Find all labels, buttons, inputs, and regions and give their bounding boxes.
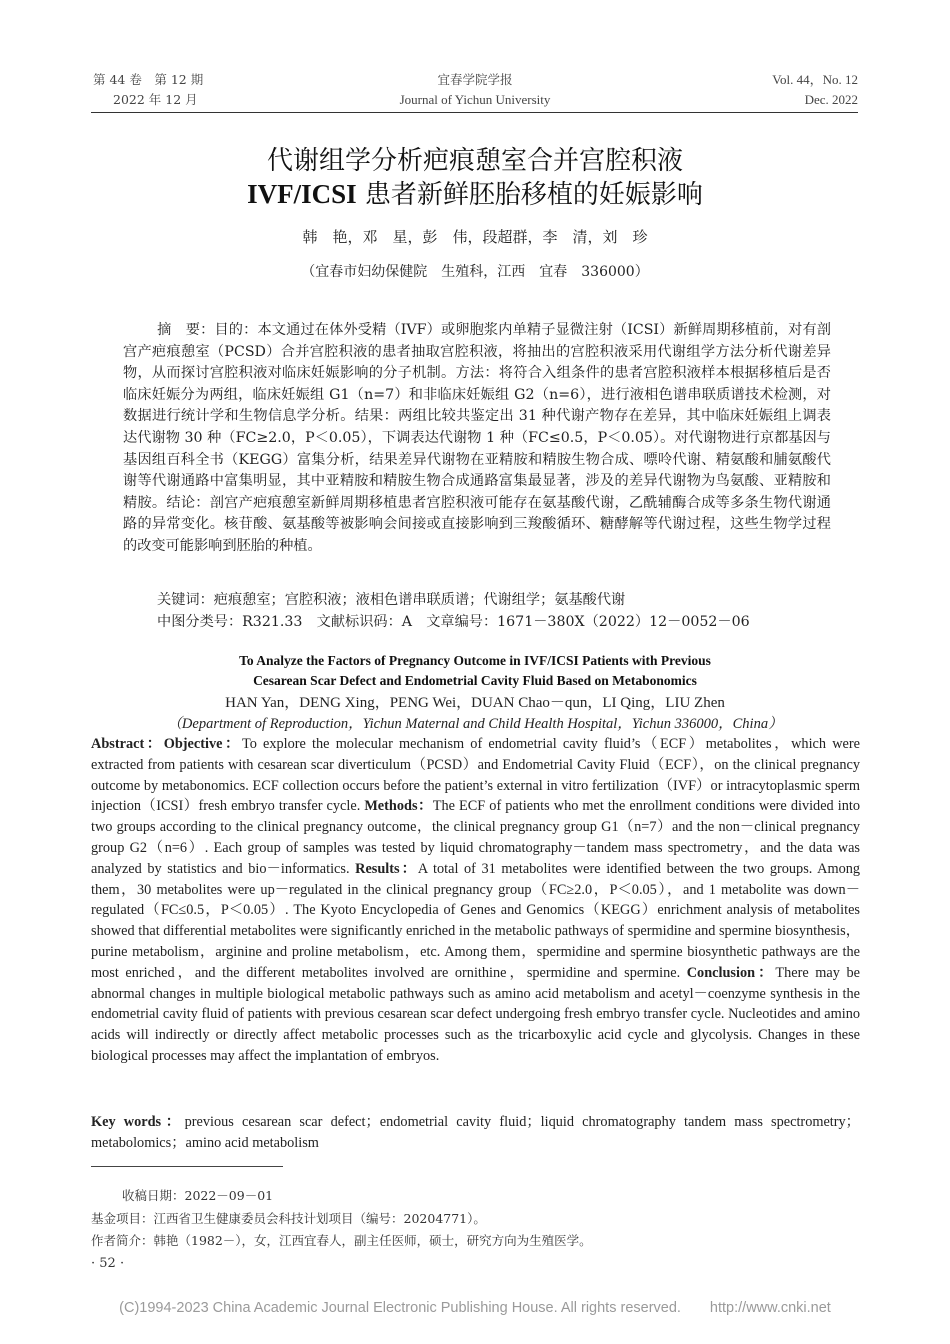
objective-label: Objective： [163,736,242,752]
conclusion-text: There may be abnormal changes in multiple biological metabolic pathways such as amino acid metabolism and acetyl－coenzyme synthesis in the endometrial cavity fluid of patients with previous cesarean scar defect undergoing fresh embryo transfer cycle. Nucleotides and amino acids will indirectly or directly affect metabolic processes such as the tricarboxylic acid cycle and glycolysis. Changes in these biological processes may affect the implantation of embryos. [91,964,861,1064]
header-volume-issue: 第 44 卷 第 12 期 [93,72,204,87]
author-affiliation: （宜春市妇幼保健院 生殖科，江西 宜春 336000） [301,264,649,280]
header-journal-en: Journal of Yichun University [399,92,551,107]
article-title [0,145,950,212]
footnote-author-bio: 作者简介：韩艳（1982－），女，江西宜春人，副主任医师，硕士，研究方向为生殖医学。 [91,1233,592,1248]
abstract-en-label: Abstract： [91,736,164,752]
keywords-cn: 关键词：疤痕憩室；宫腔积液；液相色谱串联质谱；代谢组学；氨基酸代谢 [157,592,626,608]
keywords-en-text: previous cesarean scar defect；endometrial cavity fluid；liquid chromatography tandem mass spectrometry；metabolomics；amino acid metabolism [91,1114,860,1151]
footnote-fund: 基金项目：江西省卫生健康委员会科技计划项目（编号：20204771）。 [91,1211,486,1226]
conclusion-label: Conclusion： [686,964,776,981]
keywords-en-label: Key words： [91,1114,185,1130]
header-vol-no-en: Vol. 44，No. 12 [772,72,858,87]
keywords-en [91,1112,860,1154]
article-title-line2 [0,178,950,212]
author-affiliation-en: （Department of Reproduction，Yichun Maternal and Child Health Hospital，Yichun 336000，China） [167,716,783,732]
article-title-en-line2: Cesarean Scar Defect and Endometrial Cavity Fluid Based on Metabonomics [253,673,697,688]
header-date-en: Dec. 2022 [804,92,858,107]
article-title-en-line1: To Analyze the Factors of Pregnancy Outcome in IVF/ICSI Patients with Previous [239,653,711,668]
objective-text: To explore the molecular mechanism of endometrial cavity fluid’s（ECF）metabolites，which were extracted from patients with cesarean scar diverticulum（PCSD）and Endometrial Cavity Fluid（ECF），on the clinical pregnancy outcome by metabonomics. ECF collection occurs before the patient’s external in vitro fertilization（IVF）or intracytoplasmic sperm injection（ICSI）fresh embryo transfer cycle. [91,736,860,815]
article-title-line2-rest: 患者新鲜胚胎移植的妊娠影响 [356,180,703,210]
results-label: Results： [355,860,418,877]
abstract-cn [123,320,831,558]
author-list: 韩 艳，邓 星，彭 伟，段超群，李 清，刘 珍 [302,228,648,246]
footnote-divider [91,1166,283,1167]
page-number: · 52 · [91,1256,125,1271]
footnote-received-date: 收稿日期：2022－09－01 [122,1188,274,1203]
classification-info: 中图分类号：R321.33 文献标识码：A 文章编号：1671－380X（2022）12－0052－06 [157,614,750,630]
header-date: 2022 年 12 月 [113,92,198,107]
article-title-en [0,651,950,691]
article-title-line1: 代谢组学分析疤痕憩室合并宫腔积液 [266,146,683,176]
abstract-en [91,734,860,1067]
header-divider [91,112,858,113]
header-volume-info-en [772,70,858,110]
header-journal-cn: 宜春学院学报 [437,72,513,87]
article-title-ivf-icsi: IVF/ICSI [247,179,357,209]
author-list-en: HAN Yan，DENG Xing，PENG Wei，DUAN Chao－qun，LI Qing，LIU Zhen [225,695,725,711]
results-text: A total of 31 metabolites were identified between the two groups. Among them，30 metabolites were up－regulated in the clinical pregnancy group（FC≥2.0，P＜0.05），and 1 metabolite was down－regulated（FC≤0.5，P＜0.05）. The Kyoto Encyclopedia of Genes and Genomics（KEGG）enrichment analysis of metabolites showed that differential metabolites were significantly enriched in the metabolic pathways of spermidine and spermine biosynthesis，purine metabolism，arginine and proline metabolism，etc. Among them，spermidine and spermine biosynthetic pathways are the most enriched，and the different metabolites involved are ornithine，spermidine and spermine. [91,860,861,981]
methods-text: The ECF of patients who met the enrollment conditions were divided into two groups according to the clinical pregnancy outcome，the clinical pregnancy group G1（n=7）and the non－clinical pregnancy group G2（n=6）. Each group of samples was tested by liquid chromatography－tandem mass spectrometry，and the data was analyzed by statistics and bio－informatics. [91,798,860,877]
copyright-notice: (C)1994-2023 China Academic Journal Electronic Publishing House. All rights reserved. http://www.cnki.net [119,1300,831,1316]
abstract-cn-text: 摘 要：目的：本文通过在体外受精（IVF）或卵胞浆内单精子显微注射（ICSI）新鲜周期移植前，对有剖宫产疤痕憩室（PCSD）合并宫腔积液的患者抽取宫腔积液，将抽出的宫腔积液采用代谢组学方法分析代谢差异物，从而探讨宫腔积液对临床妊娠影响的分子机制。方法：将符合入组条件的患者宫腔积液样本根据移植后是否临床妊娠分为两组，临床妊娠组 G1（n=7）和非临床妊娠组 G2（n=6），进行液相色谱串联质谱技术检测，对数据进行统计学和生物信息学分析。结果：两组比较共鉴定出 31 种代谢产物存在差异，其中临床妊娠组上调表达代谢物 30 种（FC≥2.0，P＜0.05），下调表达代谢物 1 种（FC≤0.5，P＜0.05）。对代谢物进行京都基因与基因组百科全书（KEGG）富集分析，结果差异代谢物在亚精胺和精胺生物合成、嘌呤代谢、精氨酸和脯氨酸代谢等代谢通路中富集明显，其中亚精胺和精胺生物合成通路富集最显著，涉及的差异代谢物为鸟氨酸、亚精胺和精胺。结论：剖宫产疤痕憩室新鲜周期移植患者宫腔积液可能存在氨基酸代谢，乙酰辅酶合成等多条生物代谢通路的异常变化。核苷酸、氨基酸等被影响会间接或直接影响到三羧酸循环、糖酵解等代谢过程，这些生物学过程的改变可能影响到胚胎的种植。 [123,322,831,554]
methods-label: Methods： [364,798,433,815]
